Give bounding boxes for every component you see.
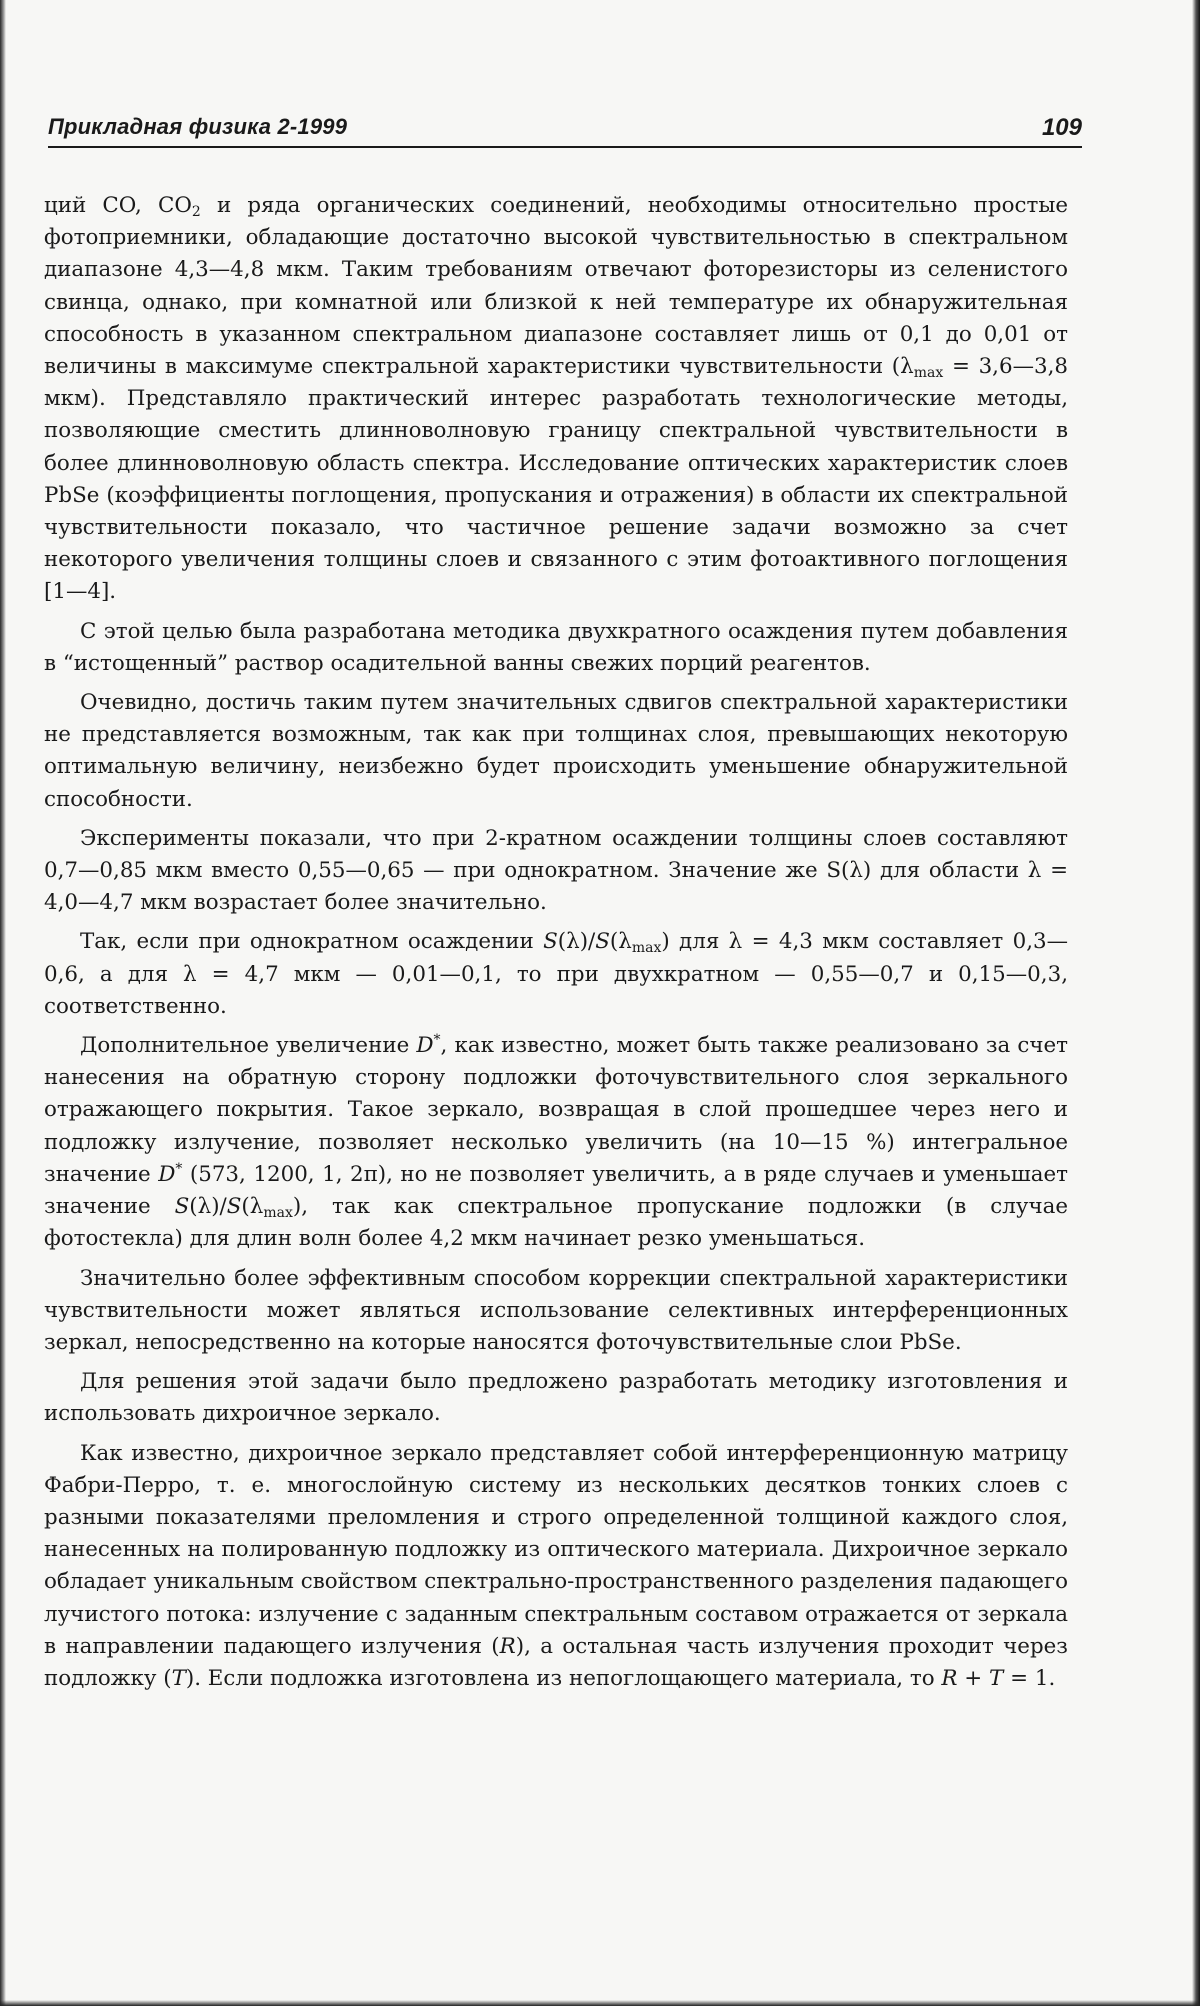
paragraph-8: Для решения этой задачи было предложено разработать методику изготовления и использовать дихроичное зеркало. [44,1369,1068,1427]
paragraph-3: Очевидно, достичь таким путем значительных сдвигов спектральной характеристики не представляется возможным, так как при толщинах слоя, превышающих некоторую оптимальную величину, неизбежно будет происходить уменьшение обнаружительной способности. [44,690,1068,812]
paragraph-7: Значительно более эффективным способом коррекции спектральной характеристики чувствительности может являться использование селективных интерференционных зеркал, непосредственно на которые наносятся фоточувствительные слои PbSe. [44,1265,1068,1355]
paragraph-9: Как известно, дихроичное зеркало представляет собой интерференционную матрицу Фабри-Перро, т. е. многослойную систему из нескольких десятков тонких слоев с разными показателями преломления и строго определенной толщиной каждого слоя, нанесенных на полированную подложку из оптического материала. Дихроичное зеркало обладает уникальным свойством спектрально-пространственного разделения падающего лучистого потока: излучение с заданным спектральным составом отражается от зеркала в направлении падающего излучения (R), а остальная часть излучения проходит через подложку (T). Если подложка изготовлена из непоглощающего материала, то R + T = 1. [44,1440,1068,1691]
paragraph-1: ций CO, $CO_2$ и ряда органических соединений, необходимы относительно простые фотоприемники, обладающие достаточно высокой чувствительностью в спектральном диапазоне 4,3—4,8 мкм. Таким требованиям отвечают фоторезисторы из селенистого свинца, однако, при комнатной или близкой к ней температуре их обнаружительная способность в указанном спектральном диапазоне составляет лишь от 0,1 до 0,01 от величины в максимуме спектральной характеристики чувствительности ($\lambda_{max}$ = 3,6—3,8 мкм). Представляло практический интерес разработать технологические методы, позволяющие сместить длинноволновую границу спектральной чувствительности в более длинноволновую область спектра. Исследование оптических характеристик слоев PbSe (коэффициенты поглощения, пропускания и отражения) в области их спектральной чувствительности показало, что частичное решение задачи возможно за счет некоторого увеличения толщины слоев и связанного с этим фотоактивного поглощения [1—4]. [44,193,1068,605]
page-edge-right [1192,0,1200,2006]
paragraph-2: С этой целью была разработана методика двухкратного осаждения путем добавления в “истощенный” раствор осадительной ванны свежих порций реагентов. [44,618,1068,676]
page-edge-bottom [0,2000,1200,2006]
journal-title: Прикладная физика 2-1999 [48,114,348,139]
page-number: 109 [1041,114,1082,141]
page-edge-left [0,0,6,2006]
article-body [44,190,1068,1702]
paragraph-4: Эксперименты показали, что при 2-кратном осаждении толщины слоев составляют 0,7—0,85 мкм вместо 0,55—0,65 — при однократном. Значение же S(λ) для области λ = 4,0—4,7 мкм возрастает более значительно. [44,825,1068,916]
paragraph-6: Дополнительное увеличение D*, как известно, может быть также реализовано за счет нанесения на обратную сторону подложки фоточувствительного слоя зеркального отражающего покрытия. Такое зеркало, возвращая в слой прошедшее через него и подложку излучение, позволяет несколько увеличить (на 10—15 %) интегральное значение D* (573, 1200, 1, 2π), но не позволяет увеличить, а в ряде случаев и уменьшает значение $S(\lambda)/S(\lambda_{max})$, так как спектральное пропускание подложки (в случае фотостекла) для длин волн более 4,2 мкм начинает резко уменьшаться. [44,1032,1069,1252]
paragraph-5: Так, если при однократном осаждении $S(\lambda)/S(\lambda_{max})$ для λ = 4,3 мкм составляет 0,3—0,6, а для λ = 4,7 мкм — 0,01—0,1, то при двухкратном — 0,55—0,7 и 0,15—0,3, соответственно. [44,929,1069,1019]
running-header [48,110,1082,148]
